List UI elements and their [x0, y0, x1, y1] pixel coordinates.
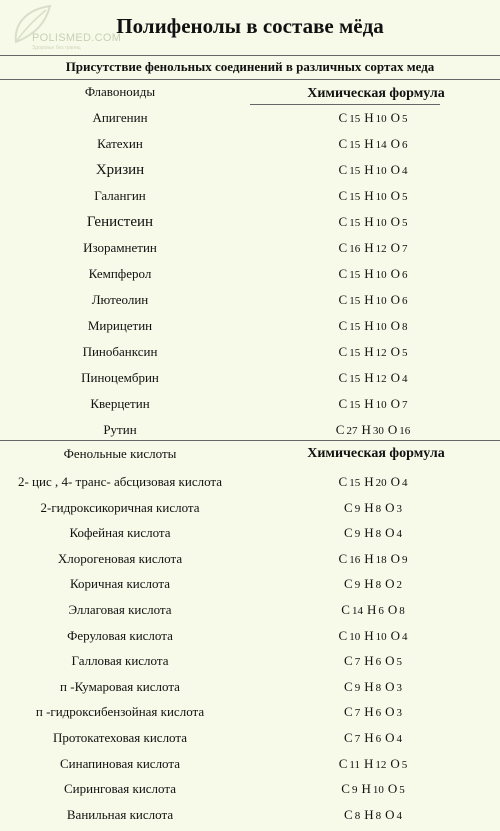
formula-count: 10: [375, 295, 387, 307]
table-row: [0, 136, 500, 160]
chemical-formula: [250, 781, 500, 797]
formula-count: 7: [401, 243, 408, 255]
formula-count: 6: [378, 605, 384, 617]
chemical-formula: [250, 370, 500, 386]
formula-element: C: [338, 266, 348, 281]
formula-count: 6: [401, 269, 408, 281]
formula-count: 8: [375, 502, 382, 515]
formula-count: 16: [349, 243, 361, 255]
formula-count: 10: [349, 630, 361, 643]
formula-count: 3: [396, 681, 402, 694]
formula-count: 15: [349, 399, 361, 411]
formula-element: O: [390, 396, 400, 411]
formula-element: H: [364, 730, 374, 745]
table-row: [0, 240, 500, 264]
formula-element: O: [390, 214, 400, 229]
chemical-formula: [250, 214, 500, 230]
chemical-formula: [250, 188, 500, 204]
formula-count: 6: [401, 295, 408, 307]
acids-formula-header: Химическая формула: [307, 446, 445, 461]
flavonoids-column-header: Флавоноиды: [84, 84, 156, 99]
formula-element: C: [344, 806, 353, 822]
table-row: [0, 500, 500, 524]
chemical-formula: [250, 318, 500, 334]
formula-element: H: [364, 266, 374, 281]
compound-name: п -гидроксибензойная кислота: [35, 704, 205, 720]
formula-count: 4: [396, 733, 402, 745]
formula-count: 10: [375, 217, 387, 229]
formula-element: H: [364, 318, 374, 333]
formula-count: 9: [351, 784, 358, 797]
formula-element: H: [364, 162, 374, 177]
formula-count: 10: [372, 784, 384, 797]
formula-element: C: [338, 162, 348, 177]
formula-count: 15: [349, 295, 361, 307]
formula-count: 7: [354, 707, 361, 720]
formula-element: H: [364, 550, 374, 566]
formula-element: O: [385, 806, 395, 822]
formula-element: H: [363, 755, 374, 771]
formula-count: 5: [401, 217, 408, 229]
table-row: [0, 807, 500, 831]
table-row: [0, 370, 500, 394]
chemical-formula: [250, 704, 500, 720]
formula-count: 3: [396, 707, 402, 720]
flavonoids-formula-header: Химическая формула: [307, 86, 445, 101]
formula-count: 2: [396, 579, 402, 592]
formula-element: C: [344, 704, 353, 720]
chemical-formula: [250, 240, 500, 256]
formula-element: C: [338, 136, 348, 151]
formula-count: 5: [401, 191, 408, 203]
formula-element: C: [341, 781, 350, 797]
formula-element: C: [344, 653, 353, 669]
formula-element: H: [364, 704, 374, 720]
formula-element: O: [390, 110, 400, 125]
formula-element: O: [387, 781, 398, 797]
table-row: [0, 602, 500, 626]
compound-name: Лютеолин: [91, 292, 149, 307]
formula-element: H: [364, 576, 374, 592]
compound-name: Эллаговая кислота: [68, 602, 172, 617]
table-row: [0, 214, 500, 238]
formula-element: O: [385, 653, 395, 669]
formula-element: C: [338, 188, 348, 203]
table-subtitle: Присутствие фенольных соединений в различных сортах меда: [65, 59, 435, 74]
logo-name: POLISMED.COM: [32, 32, 122, 44]
compound-name: Генистеин: [86, 214, 154, 230]
formula-element: C: [338, 755, 348, 771]
formula-count: 10: [375, 321, 387, 333]
formula-count: 9: [354, 502, 361, 515]
formula-count: 8: [375, 809, 382, 822]
formula-count: 9: [354, 681, 361, 694]
table-row: [0, 188, 500, 212]
formula-count: 8: [375, 579, 382, 592]
chemical-formula: [250, 576, 500, 592]
chemical-formula: [250, 136, 500, 152]
compound-name: Рутин: [103, 422, 137, 437]
formula-element: H: [364, 678, 374, 694]
formula-element: H: [366, 602, 377, 617]
chemical-formula: [250, 474, 500, 490]
formula-element: O: [390, 188, 400, 203]
compound-name: Изорамнетин: [83, 240, 157, 255]
formula-element: C: [338, 110, 348, 125]
formula-count: 7: [354, 733, 361, 745]
formula-element: O: [390, 292, 400, 307]
chemical-formula: [250, 292, 500, 308]
formula-count: 5: [401, 758, 408, 771]
formula-count: 10: [375, 165, 387, 177]
formula-element: H: [364, 499, 374, 515]
compound-name: Сиринговая кислота: [64, 781, 176, 797]
formula-element: C: [344, 678, 353, 694]
formula-element: C: [338, 318, 348, 333]
formula-count: 10: [375, 113, 387, 125]
formula-element: C: [344, 499, 353, 515]
formula-count: 8: [401, 321, 408, 333]
formula-element: O: [390, 136, 400, 151]
formula-count: 15: [349, 217, 361, 229]
chemical-formula: [250, 653, 500, 669]
compound-name: Хризин: [95, 162, 145, 178]
formula-count: 4: [401, 373, 408, 385]
formula-count: 9: [354, 579, 361, 592]
formula-element: H: [364, 214, 374, 229]
formula-element: C: [338, 370, 348, 385]
formula-count: 4: [401, 630, 408, 643]
table-row: [0, 422, 500, 446]
formula-element: H: [364, 136, 374, 151]
compound-name: Галангин: [94, 188, 146, 203]
formula-count: 15: [349, 269, 361, 281]
formula-count: 16: [399, 425, 411, 437]
formula-element: C: [338, 214, 348, 229]
acids-header: [0, 446, 500, 466]
compound-name: Катехин: [97, 136, 143, 151]
formula-count: 4: [401, 165, 408, 177]
subtitle-divider: [0, 79, 500, 80]
table-row: [0, 653, 500, 677]
formula-count: 10: [375, 269, 387, 281]
table-row: [0, 318, 500, 342]
formula-count: 27: [346, 425, 358, 437]
chemical-formula: [250, 422, 500, 438]
compound-name: Коричная кислота: [70, 576, 170, 592]
formula-element: O: [385, 576, 395, 592]
formula-count: 15: [349, 191, 361, 203]
compound-name: Кемпферол: [88, 266, 152, 281]
table-row: [0, 474, 500, 498]
section-divider: [0, 440, 500, 441]
formula-element: H: [364, 292, 374, 307]
formula-element: O: [387, 602, 398, 617]
formula-element: O: [385, 499, 395, 515]
compound-name: 2-гидроксикоричная кислота: [40, 499, 200, 515]
formula-count: 4: [401, 477, 408, 489]
formula-count: 15: [349, 477, 361, 489]
formula-count: 12: [375, 243, 387, 255]
compound-name: Пиноцембрин: [81, 370, 159, 385]
table-row: [0, 628, 500, 652]
formula-element: H: [364, 525, 374, 541]
table-row: [0, 704, 500, 728]
chemical-formula: [250, 679, 500, 695]
formula-element: H: [364, 110, 374, 125]
formula-count: 10: [375, 630, 387, 643]
table-row: [0, 162, 500, 186]
compound-name: 2- цис , 4- транс- абсцизовая кислота: [17, 474, 223, 489]
formula-count: 15: [349, 165, 361, 177]
chemical-formula: [250, 756, 500, 772]
formula-count: 6: [401, 139, 408, 151]
chemical-formula: [250, 602, 500, 618]
formula-count: 8: [399, 605, 405, 617]
chemical-formula: [250, 525, 500, 541]
formula-element: O: [390, 627, 400, 643]
chemical-formula: [250, 628, 500, 644]
formula-element: O: [385, 678, 395, 694]
formula-count: 7: [354, 656, 361, 669]
formula-count: 4: [396, 528, 402, 541]
formula-count: 8: [375, 528, 382, 541]
compound-name: Синапиновая кислота: [60, 755, 180, 771]
compound-name: п -Кумаровая кислота: [60, 678, 180, 694]
formula-count: 5: [396, 656, 402, 669]
formula-count: 15: [349, 321, 361, 333]
formula-count: 6: [375, 733, 382, 745]
page-title: Полифенолы в составе мёда: [116, 14, 384, 38]
flavonoids-header: [0, 84, 500, 104]
formula-element: C: [338, 550, 348, 566]
formula-element: O: [390, 318, 400, 333]
compound-name: Пинобанксин: [82, 344, 158, 359]
formula-element: H: [364, 370, 374, 385]
chemical-formula: [250, 551, 500, 567]
formula-count: 15: [349, 139, 361, 151]
formula-count: 8: [354, 809, 361, 822]
chemical-formula: [250, 807, 500, 823]
formula-count: 6: [375, 656, 382, 669]
table-row: [0, 730, 500, 754]
formula-count: 5: [399, 784, 405, 797]
compound-name: Ванильная кислота: [66, 806, 174, 822]
formula-element: O: [385, 525, 395, 541]
formula-element: C: [338, 627, 348, 643]
compound-name: Апигенин: [92, 110, 148, 125]
formula-element: O: [390, 755, 400, 771]
compound-name: Протокатеховая кислота: [53, 730, 187, 745]
formula-count: 12: [375, 758, 387, 771]
formula-element: C: [344, 730, 353, 745]
table-row: [0, 756, 500, 780]
formula-element: C: [338, 344, 348, 359]
formula-element: C: [338, 474, 348, 489]
formula-element: H: [364, 627, 374, 643]
formula-count: 7: [401, 399, 408, 411]
formula-count: 15: [349, 347, 361, 359]
table-row: [0, 292, 500, 316]
formula-element: H: [361, 422, 371, 437]
table-row: [0, 266, 500, 290]
formula-count: 11: [349, 758, 360, 771]
table-row: [0, 344, 500, 368]
compound-name: Кофейная кислота: [69, 525, 171, 541]
table-row: [0, 576, 500, 600]
formula-count: 3: [396, 502, 402, 515]
chemical-formula: [250, 730, 500, 746]
formula-element: H: [364, 396, 374, 411]
formula-element: H: [364, 653, 374, 669]
formula-count: 12: [375, 347, 387, 359]
formula-count: 30: [372, 425, 384, 437]
formula-element: H: [364, 474, 374, 489]
table-row: [0, 525, 500, 549]
formula-element: C: [341, 602, 350, 617]
formula-count: 18: [375, 553, 387, 566]
formula-count: 5: [401, 113, 408, 125]
formula-count: 5: [401, 347, 408, 359]
table-row: [0, 110, 500, 134]
formula-element: C: [344, 525, 353, 541]
formula-element: O: [390, 240, 400, 255]
formula-element: O: [387, 422, 398, 437]
formula-count: 20: [375, 477, 387, 489]
compound-name: Кверцетин: [90, 396, 150, 411]
table-row: [0, 396, 500, 420]
formula-count: 9: [401, 553, 408, 566]
formula-count: 16: [349, 553, 361, 566]
chemical-formula: [250, 266, 500, 282]
formula-count: 8: [375, 681, 382, 694]
chemical-formula: [250, 500, 500, 516]
formula-element: H: [364, 806, 374, 822]
formula-element: O: [390, 162, 400, 177]
acids-column-header: Фенольные кислоты: [63, 446, 177, 461]
formula-count: 4: [396, 809, 402, 822]
chemical-formula: [250, 162, 500, 178]
formula-element: O: [390, 550, 400, 566]
formula-count: 10: [375, 191, 387, 203]
formula-element: O: [385, 730, 395, 745]
logo-tagline: Здоровье без границ: [32, 45, 81, 51]
formula-count: 15: [349, 373, 361, 385]
formula-element: O: [390, 266, 400, 281]
formula-count: 9: [354, 528, 361, 541]
formula-count: 6: [375, 707, 382, 720]
formula-count: 14: [375, 139, 387, 151]
formula-header-underline: [250, 104, 440, 105]
formula-count: 15: [349, 113, 361, 125]
formula-count: 12: [375, 373, 387, 385]
formula-element: O: [390, 474, 400, 489]
chemical-formula: [250, 396, 500, 412]
formula-element: C: [338, 396, 348, 411]
compound-name: Хлорогеновая кислота: [57, 550, 183, 566]
formula-element: O: [390, 344, 400, 359]
chemical-formula: [250, 110, 500, 126]
compound-name: Феруловая кислота: [67, 627, 173, 643]
formula-element: C: [344, 576, 353, 592]
formula-element: C: [335, 422, 345, 437]
formula-element: C: [338, 292, 348, 307]
table-row: [0, 679, 500, 703]
formula-count: 10: [375, 399, 387, 411]
formula-element: O: [390, 370, 400, 385]
formula-element: C: [338, 240, 348, 255]
formula-element: H: [364, 240, 374, 255]
table-row: [0, 781, 500, 805]
compound-name: Галловая кислота: [71, 653, 169, 669]
formula-element: H: [364, 188, 374, 203]
formula-element: H: [361, 781, 371, 797]
table-row: [0, 551, 500, 575]
chemical-formula: [250, 344, 500, 360]
formula-count: 14: [351, 605, 363, 617]
formula-element: H: [364, 344, 374, 359]
compound-name: Мирицетин: [87, 318, 153, 333]
formula-element: O: [385, 704, 395, 720]
